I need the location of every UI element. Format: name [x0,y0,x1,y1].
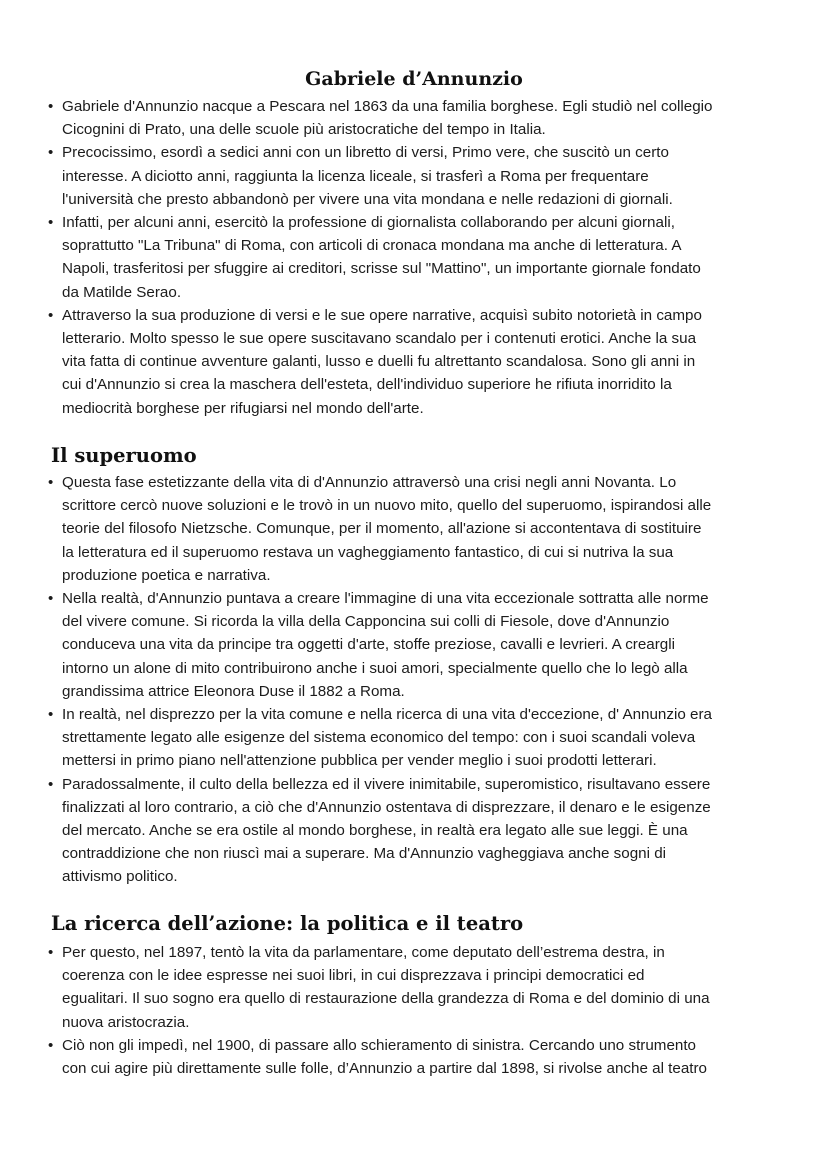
text-line: scrittore cercò nuove soluzioni e le trovò in un nuovo mito, quello del superuomo, ispirandosi alle [62,497,712,515]
text-line: con cui agire più direttamente sulle folle, d’Annunzio a partire dal 1898, si rivolse anche al teatro [62,1060,708,1078]
text-line: contraddizione che non riuscì mai a superare. Ma d'Annunzio vagheggiava anche sogni di [62,845,667,863]
text-line: teorie del filosofo Nietzsche. Comunque, per il momento, all'azione si accontentava di sostituire [62,520,702,538]
text-line: la letteratura ed il superuomo restava un vagheggiamento fantastico, di cui si nutriva la sua [62,543,674,561]
text-line: soprattutto "La Tribuna" di Roma, con articoli di cronaca mondana ma anche di letteratura. A [62,237,682,255]
text-line: egualitari. Il suo sogno era quello di restaurazione della grandezza di Roma e del dominio di una [62,990,710,1008]
text-line: • Gabriele d'Annunzio nacque a Pescara nel 1863 da una familia borghese. Egli studiò nel collegio [62,98,713,115]
list-item [44,95,804,141]
section-heading-ricerca-azione: La ricerca dell’azione: la politica e il teatro [51,912,524,935]
section-heading-superuomo: Il superuomo [51,444,197,467]
text-line: del mercato. Anche se era ostile al mondo borghese, in realtà era legato alle sue leggi. È una [62,822,688,840]
ricerca-azione-bullet-list [44,941,804,1080]
text-line: letterario. Molto spesso le sue opere suscitavano scandalo per i contenuti erotici. Anche la sua [62,330,697,348]
text-line: vita fatta di continue avventure galanti, lusso e duelli fu altrettanto scandalosa. Sono gli anni in [62,353,696,371]
text-line: del vivere comune. Si ricorda la villa della Capponcina sui colli di Fiesole, dove d'Annunzio [62,613,670,631]
intro-bullet-list [44,95,804,420]
text-line: • Attraverso la sua produzione di versi e le sue opere narrative, acquisì subito notorietà in campo [62,306,702,324]
text-line: conduceva una vita da principe tra oggetti d'arte, stoffe preziose, cavalli e levrieri. A creargli [62,636,675,654]
text-line: • In realtà, nel disprezzo per la vita comune e nella ricerca di una vita d'eccezione, d' Annunzio era [62,706,712,724]
list-item [44,141,804,211]
list-item [44,703,804,773]
text-line: • Ciò non gli impedì, nel 1900, di passare allo schieramento di sinistra. Cercando uno strumento [62,1036,697,1054]
text-line: • Questa fase estetizzante della vita di d'Annunzio attraversò una crisi negli anni Novanta. Lo [62,474,677,491]
list-item [44,304,804,420]
text-line: • Nella realtà, d'Annunzio puntava a creare l'immagine di una vita eccezionale sottratta alle norme [62,590,709,608]
text-line: attivismo politico. [62,868,178,886]
list-item [44,587,804,703]
text-line: • Paradossalmente, il culto della bellezza ed il vivere inimitabile, superomistico, risultavano essere [62,775,711,793]
text-line: grandissima attrice Eleonora Duse il 1882 a Roma. [62,682,405,700]
text-line: nuova aristocrazia. [62,1013,190,1031]
text-line: produzione poetica e narrativa. [62,566,271,584]
page-title: Gabriele d’Annunzio [305,68,523,90]
text-line: Napoli, trasferitosi per sfuggire ai creditori, scrisse sul "Mattino", un importante giornale fondato [62,260,701,278]
text-line: coerenza con le idee espresse nei suoi libri, in cui disprezzava i principi democratici ed [62,967,645,985]
text-line: finalizzati al loro contrario, a ciò che d'Annunzio ostentava di disprezzare, il denaro e le esigenze [62,798,711,816]
text-line: cui d'Annunzio si crea la maschera dell'esteta, dell'individuo superiore he rifiuta inorridito la [62,376,672,394]
text-line: mediocrità borghese per rifugiarsi nel mondo dell'arte. [62,399,424,417]
text-line: strettamente legato alle esigenze del sistema economico del tempo: con i suoi scandali voleva [62,729,696,747]
text-line: • Precocissimo, esordì a sedici anni con un libretto di versi, Primo vere, che suscitò un certo [62,144,669,162]
text-line: • Per questo, nel 1897, tentò la vita da parlamentare, come deputato dell’estrema destra, in [62,944,665,961]
text-line: l'università che presto abbandonò per vivere una vita mondana e nelle redazioni di giornali. [62,190,673,208]
list-item [44,941,804,1034]
superuomo-bullet-list [44,471,804,889]
text-line: Cicognini di Prato, una delle scuole più aristocratiche del tempo in Italia. [62,121,546,139]
list-item [44,471,804,587]
list-item [44,1034,804,1080]
text-line: • Infatti, per alcuni anni, esercitò la professione di giornalista collaborando per alcuni giornali, [62,214,675,232]
list-item [44,773,804,889]
text-line: intorno un alone di mito contribuirono anche i suoi amori, specialmente quello che lo legò alla [62,659,688,677]
text-line: mettersi in primo piano nell'attenzione pubblica per vender meglio i suoi prodotti letterari. [62,752,657,770]
list-item [44,211,804,304]
text-line: interesse. A diciotto anni, raggiunta la licenza liceale, si trasferì a Roma per frequentare [62,167,649,185]
text-line: da Matilde Serao. [62,283,182,301]
